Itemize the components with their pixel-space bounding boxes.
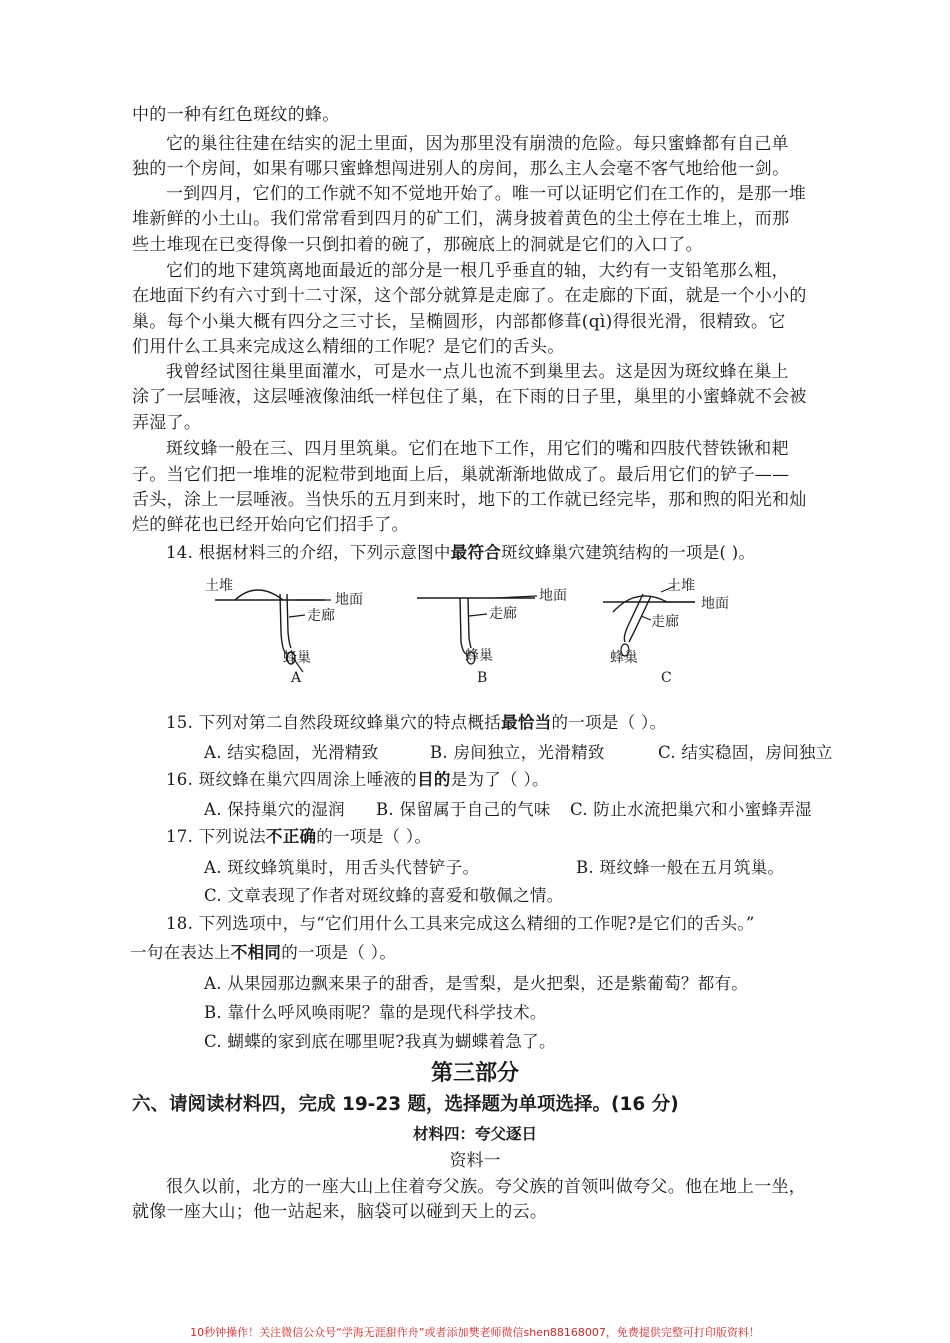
option-letter: C — [661, 670, 672, 686]
label-fengchao: 蜂巢 — [610, 650, 638, 666]
diagram-option-b[interactable] — [417, 587, 567, 686]
label-fengchao: 蜂巢 — [465, 648, 493, 664]
label-tudui: 土堆 — [205, 578, 233, 594]
passage-line: 就像一座大山；他一站起来，脑袋可以碰到天上的云。 — [132, 1202, 548, 1222]
option-15-b[interactable]: B. 房间独立，光滑精致 — [430, 743, 605, 762]
promo-footer: 10秒钟操作！关注微信公众号“学海无涯甜作舟”或者添加樊老师微信shen88168007，免费提供完整可打印版资料！ — [190, 1326, 760, 1339]
passage-line: 独的一个房间，如果有哪只蜜蜂想闯进别人的房间，那么主人会毫不客气地给他一剑。 — [132, 159, 790, 179]
label-zoulang: 走廊 — [651, 614, 679, 630]
diagram-option-c[interactable] — [603, 577, 729, 686]
label-fengchao: 蜂巢 — [283, 650, 311, 666]
passage-line: 中的一种有红色斑纹的蜂。 — [132, 105, 340, 125]
label-tudui: 土堆 — [667, 578, 695, 594]
question-16: 16. 斑纹蜂在巢穴四周涂上唾液的目的是为了（ ）。 — [166, 770, 549, 789]
option-15-a[interactable]: A. 结实稳固，光滑精致 — [204, 743, 379, 762]
option-16-a[interactable]: A. 保持巢穴的湿润 — [204, 800, 345, 819]
passage-line: 些土堆现在已变得像一只倒扣着的碗了，那碗底上的洞就是它们的入口了。 — [132, 235, 703, 255]
label-dimian: 地面 — [701, 596, 729, 612]
label-zoulang: 走廊 — [489, 606, 517, 622]
part-title: 第三部分 — [430, 1061, 519, 1086]
passage-line: 堆新鲜的小土山。我们常常看到四月的矿工们，满身披着黄色的尘土停在土堆上，而那 — [132, 209, 790, 229]
passage-line: 舌头，涂上一层唾液。当快乐的五月到来时，地下的工作就已经完毕，那和煦的阳光和灿 — [132, 490, 807, 510]
passage-line: 我曾经试图往巢里面灌水，可是水一点儿也流不到巢里去。这是因为斑纹蜂在巢上 — [166, 362, 789, 382]
question-15: 15. 下列对第二自然段斑纹蜂巢穴的特点概括最恰当的一项是（ ）。 — [166, 713, 667, 732]
passage-line: 烂的鲜花也已经开始向它们招手了。 — [132, 515, 409, 535]
option-18-c[interactable]: C. 蝴蝶的家到底在哪里呢?我真为蝴蝶着急了。 — [204, 1032, 556, 1051]
question-14: 14. 根据材料三的介绍，下列示意图中最符合斑纹蜂巢穴建筑结构的一项是( )。 — [166, 543, 756, 562]
option-17-a[interactable]: A. 斑纹蜂筑巢时，用舌头代替铲子。 — [204, 858, 480, 877]
question-17: 17. 下列说法不正确的一项是（ ）。 — [166, 827, 432, 846]
option-18-a[interactable]: A. 从果园那边飘来果子的甜香，是雪梨，是火把梨，还是紫葡萄？都有。 — [204, 974, 749, 993]
option-17-b[interactable]: B. 斑纹蜂一般在五月筑巢。 — [576, 858, 785, 877]
passage-line: 们用什么工具来完成这么精细的工作呢？是它们的舌头。 — [132, 337, 565, 357]
option-17-c[interactable]: C. 文章表现了作者对斑纹蜂的喜爱和敬佩之情。 — [204, 886, 564, 905]
passage-line: 涂了一层唾液，这层唾液像油纸一样包住了巢，在下雨的日子里，巢里的小蜜蜂就不会被 — [132, 387, 807, 407]
option-18-b[interactable]: B. 靠什么呼风唤雨呢？靠的是现代科学技术。 — [204, 1003, 547, 1022]
label-zoulang: 走廊 — [307, 608, 335, 624]
option-16-c[interactable]: C. 防止水流把巢穴和小蜜蜂弄湿 — [570, 800, 812, 819]
passage-line: 一到四月，它们的工作就不知不觉地开始了。唯一可以证明它们在工作的，是那一堆 — [166, 184, 807, 204]
option-15-c[interactable]: C. 结实稳固，房间独立 — [658, 743, 833, 762]
passage-line: 弄湿了。 — [132, 413, 202, 433]
passage-line: 子。当它们把一堆堆的泥粒带到地面上后，巢就渐渐地做成了。最后用它们的铲子—— — [132, 465, 790, 485]
passage-line: 它们的地下建筑离地面最近的部分是一根几乎垂直的轴，大约有一支铅笔那么粗， — [166, 261, 789, 281]
passage-line: 它的巢往往建在结实的泥土里面，因为那里没有崩溃的危险。每只蜜蜂都有自己单 — [166, 134, 789, 154]
label-dimian: 地面 — [335, 592, 363, 608]
ziliao-heading: 资料一 — [449, 1151, 501, 1171]
passage-line: 斑纹蜂一般在三、四月里筑巢。它们在地下工作，用它们的嘴和四肢代替铁锹和耙 — [166, 439, 789, 459]
question-18: 18. 下列选项中，与“它们用什么工具来完成这么精细的工作呢?是它们的舌头。” — [166, 914, 755, 933]
passage-line: 巢。每个小巢大概有四分之三寸长，呈椭圆形，内部都修葺(qì)得很光滑，很精致。它 — [132, 312, 786, 332]
diagram-option-a[interactable] — [205, 577, 363, 686]
option-16-b[interactable]: B. 保留属于自己的气味 — [376, 800, 551, 819]
question-18-cont: 一句在表达上不相同的一项是（ ）。 — [130, 943, 397, 962]
option-letter: B — [477, 670, 488, 686]
material-title: 材料四：夸父逐日 — [412, 1124, 537, 1143]
passage-line: 在地面下约有六寸到十二寸深，这个部分就算是走廊了。在走廊的下面，就是一个小小的 — [132, 286, 807, 306]
section-heading: 六、请阅读材料四，完成 19-23 题，选择题为单项选择。(16 分) — [132, 1094, 679, 1115]
passage-line: 很久以前，北方的一座大山上住着夸父族。夸父族的首领叫做夸父。他在地上一坐， — [166, 1177, 807, 1197]
label-dimian: 地面 — [539, 588, 567, 604]
nest-diagrams — [195, 572, 765, 692]
option-letter: A — [291, 670, 302, 686]
